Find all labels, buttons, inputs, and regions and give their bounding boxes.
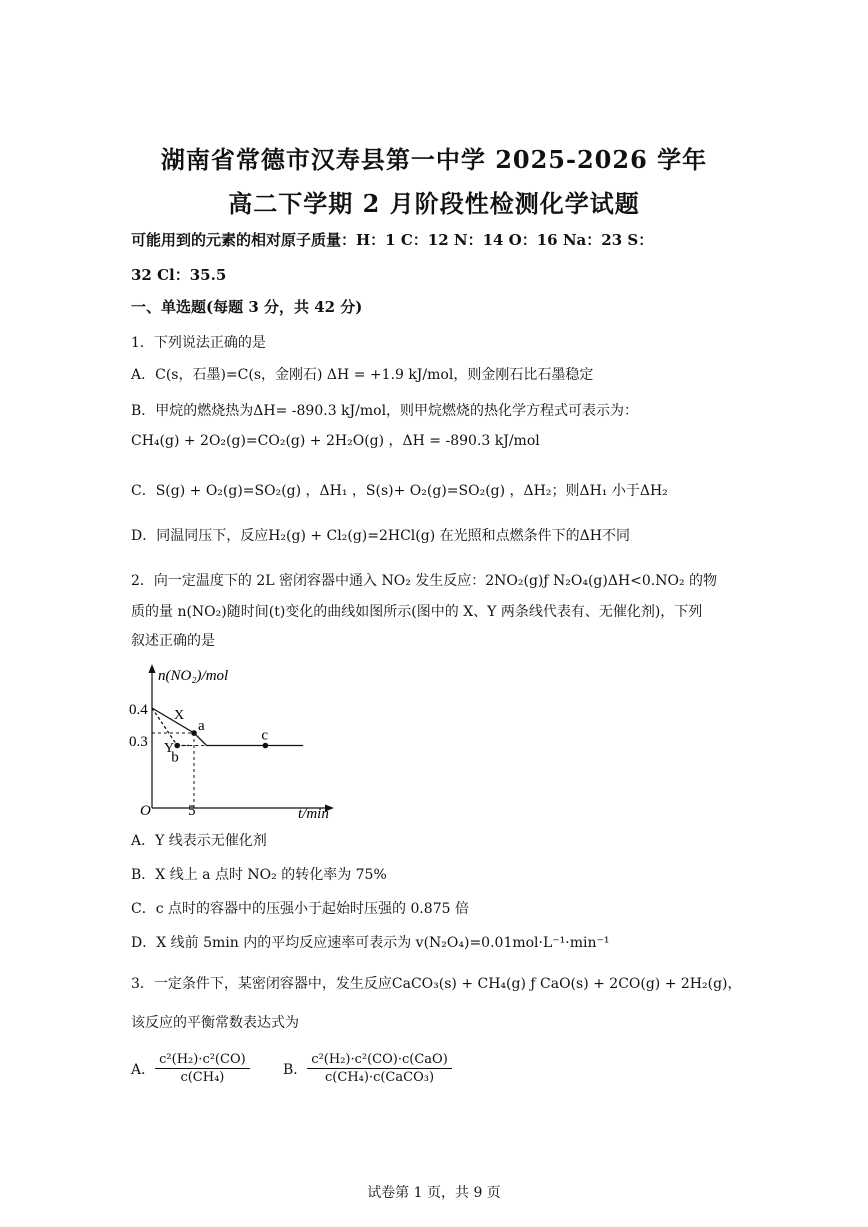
q2-option-d: D．X 线前 5min 内的平均反应速率可表示为 v(N₂O₄)=0.01mol·L⁻¹·min⁻¹: [131, 935, 610, 951]
q1-option-d: D．同温同压下，反应H₂(g) + Cl₂(g)=2HCl(g) 在光照和点燃条件下的ΔH不同: [131, 528, 630, 544]
point-c: [263, 743, 269, 749]
y-tick-1: 0.3: [129, 734, 148, 750]
q3-option-b-fraction: [307, 1052, 451, 1085]
q1-stem: 1．下列说法正确的是: [131, 335, 266, 351]
q3-option-b-denominator: c(CH₄)·c(CaCO₃): [325, 1070, 435, 1085]
point-label-c: c: [261, 727, 269, 744]
exam-title-line2: 高二下学期 2 月阶段性检测化学试题: [228, 189, 640, 218]
q3-option-b-numerator: c²(H₂)·c²(CO)·c(CaO): [307, 1052, 451, 1069]
q1-option-c: C．S(g) + O₂(g)=SO₂(g) ，ΔH₁ ，S(s)+ O₂(g)=SO₂(g) ，ΔH₂；则ΔH₁ 小于ΔH₂: [131, 483, 668, 499]
q3-option-b-label: B．: [283, 1061, 308, 1078]
q3-stem-line2: 该反应的平衡常数表达式为: [131, 1015, 299, 1031]
point-b: [174, 743, 180, 749]
x-axis-label: t/min: [298, 806, 329, 822]
x-tick-0: 5: [188, 803, 196, 819]
nox-time-chart: [128, 660, 348, 825]
point-label-b: b: [171, 749, 179, 766]
q2-stem-line1: 2．向一定温度下的 2L 密闭容器中通入 NO₂ 发生反应：2NO₂(g)ƒ N₂O₄(g)ΔH<0.NO₂ 的物: [131, 573, 718, 589]
page-footer: 试卷第 1 页，共 9 页: [367, 1185, 501, 1201]
q3-stem-line1: 3．一定条件下，某密闭容器中，发生反应CaCO₃(s) + CH₄(g) ƒ CaO(s) + 2CO(g) + 2H₂(g)，: [131, 976, 742, 992]
point-label-a: a: [198, 718, 205, 734]
series-y-label: Y: [164, 741, 175, 756]
q3-option-a-fraction: [155, 1052, 250, 1085]
q1-option-a: A．C(s，石墨)=C(s，金刚石) ΔH = +1.9 kJ/mol，则金刚石比石墨稳定: [131, 367, 594, 383]
q2-option-a: A．Y 线表示无催化剂: [131, 833, 267, 849]
q3-option-b: [283, 1052, 452, 1085]
q2-option-c: C．c 点时的容器中的压强小于起始时压强的 0.875 倍: [131, 901, 469, 917]
origin-label: O: [140, 803, 151, 819]
y-axis-label: n(NO₂)/mol: [158, 668, 229, 684]
atomic-masses-line2: 32 Cl：35.5: [131, 266, 227, 284]
q3-option-a-label: A．: [131, 1061, 156, 1078]
y-tick-0: 0.4: [129, 702, 148, 718]
q1-option-b-line1: B．甲烷的燃烧热为ΔH= -890.3 kJ/mol，则甲烷燃烧的热化学方程式可表示为：: [131, 403, 639, 419]
series-x-label: X: [174, 708, 185, 723]
q3-option-a-denominator: c(CH₄): [180, 1070, 225, 1085]
exam-title-line1: 湖南省常德市汉寿县第一中学 2025-2026 学年: [160, 145, 708, 174]
q3-option-a-numerator: c²(H₂)·c²(CO): [155, 1052, 250, 1069]
atomic-masses-line1: 可能用到的元素的相对原子质量：H：1 C：12 N：14 O：16 Na：23 S：: [131, 231, 654, 249]
section-heading: 一、单选题(每题 3 分，共 42 分): [131, 298, 363, 316]
q2-stem-line3: 叙述正确的是: [131, 633, 215, 649]
q1-option-b-equation: CH₄(g) + 2O₂(g)=CO₂(g) + 2H₂O(g) ，ΔH = -890.3 kJ/mol: [131, 433, 540, 449]
q3-option-a: [131, 1052, 250, 1085]
q2-option-b: B．X 线上 a 点时 NO₂ 的转化率为 75%: [131, 867, 387, 883]
q2-stem-line2: 质的量 n(NO₂)随时间(t)变化的曲线如图所示(图中的 X、Y 两条线代表有、无催化剂)，下列: [131, 604, 703, 620]
y-axis-arrow: [149, 664, 156, 673]
point-a: [191, 730, 197, 736]
